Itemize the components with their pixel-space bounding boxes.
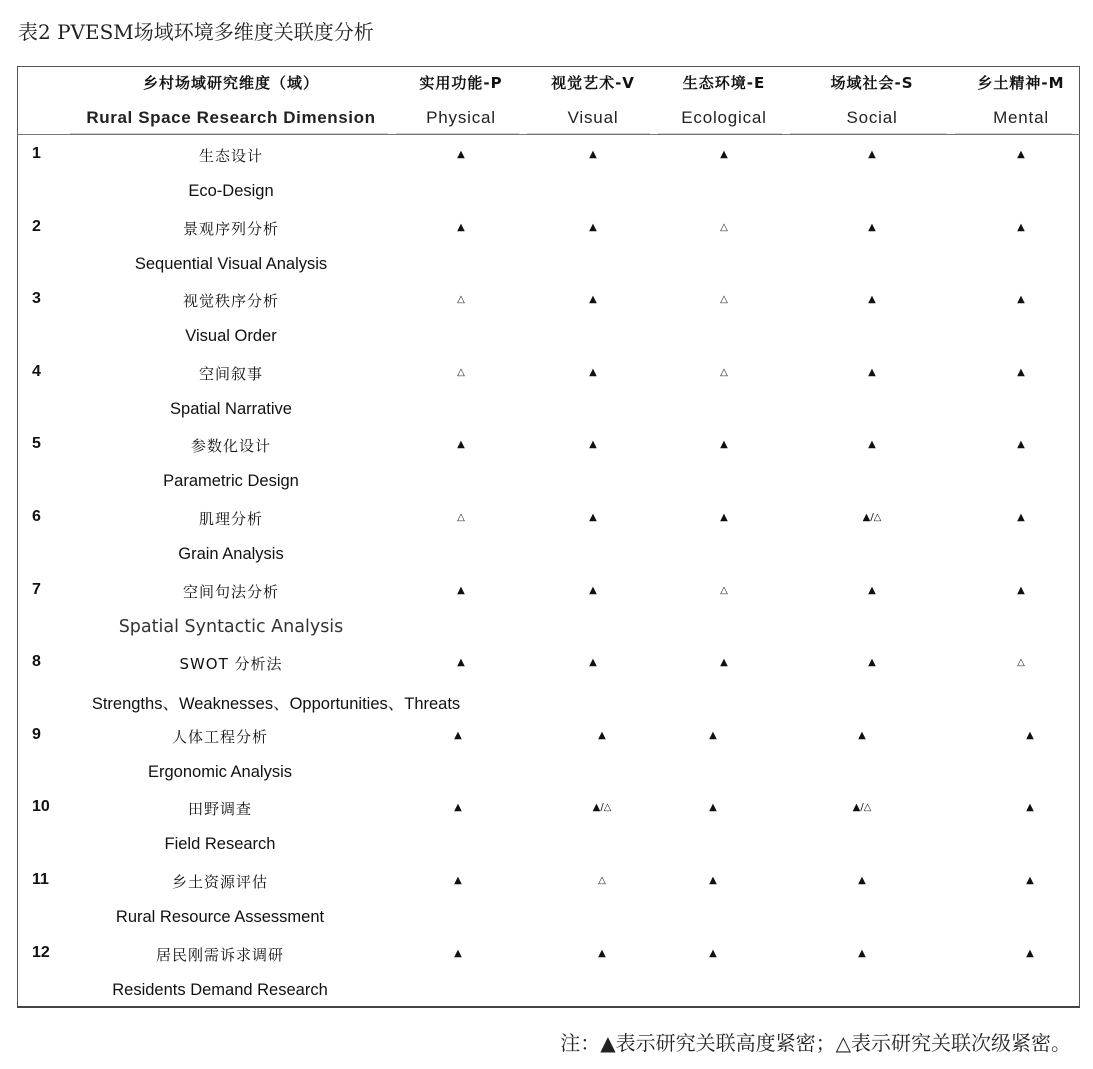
high-relevance-mark: ▲: [1026, 730, 1034, 741]
high-relevance-mark: ▲: [589, 294, 597, 305]
row-number: 7: [32, 581, 41, 598]
high-relevance-mark: ▲: [457, 585, 465, 596]
method-name-en: Visual Order: [185, 327, 277, 345]
method-name-en: Ergonomic Analysis: [148, 763, 292, 781]
column-header-cn: 实用功能-P: [419, 74, 503, 92]
column-header-cn: 生态环境-E: [682, 74, 766, 92]
mixed-relevance-mark: ▲/△: [592, 802, 612, 813]
method-name-cn: 生态设计: [198, 147, 264, 165]
method-name-cn: 人体工程分析: [171, 728, 269, 746]
high-relevance-mark: ▲: [1026, 948, 1034, 959]
high-relevance-mark: ▲: [868, 585, 876, 596]
high-relevance-mark: ▲: [589, 222, 597, 233]
high-relevance-mark: ▲: [720, 657, 728, 668]
column-header-en: Social: [846, 108, 898, 127]
header-underline: [955, 133, 1072, 134]
high-relevance-mark: ▲: [709, 802, 717, 813]
high-relevance-mark: ▲: [589, 512, 597, 523]
mixed-relevance-mark: ▲/△: [852, 802, 872, 813]
high-relevance-mark: ▲: [1017, 222, 1025, 233]
high-relevance-mark: ▲: [868, 294, 876, 305]
secondary-relevance-mark: △: [1017, 657, 1025, 668]
method-name-cn: 田野调查: [187, 800, 253, 818]
method-name-cn: 景观序列分析: [182, 220, 280, 238]
high-relevance-mark: ▲: [1026, 875, 1034, 886]
column-header-en: Physical: [426, 108, 496, 127]
secondary-relevance-mark: △: [720, 294, 728, 305]
secondary-relevance-mark: △: [457, 512, 465, 523]
high-relevance-mark: ▲: [858, 948, 866, 959]
secondary-relevance-mark: △: [598, 875, 606, 886]
header-underline: [527, 133, 650, 134]
high-relevance-mark: ▲: [1017, 149, 1025, 160]
secondary-relevance-mark: △: [720, 367, 728, 378]
method-name-en: Strengths、Weaknesses、Opportunities、Threats: [91, 695, 461, 713]
high-relevance-mark: ▲: [709, 948, 717, 959]
column-header-en: Ecological: [681, 108, 767, 127]
high-relevance-mark: ▲: [598, 948, 606, 959]
high-relevance-mark: ▲: [868, 439, 876, 450]
header-underline: [658, 133, 782, 134]
high-relevance-mark: ▲: [868, 367, 876, 378]
method-name-cn: SWOT 分析法: [179, 655, 283, 673]
high-relevance-mark: ▲: [589, 585, 597, 596]
header-divider: [17, 134, 1080, 135]
analysis-table: [17, 66, 1080, 1008]
row-number: 6: [32, 508, 41, 525]
high-relevance-mark: ▲: [589, 439, 597, 450]
method-name-cn: 空间叙事: [198, 365, 264, 383]
method-name-en: Parametric Design: [163, 472, 299, 490]
method-name-en: Grain Analysis: [178, 545, 284, 563]
header-underline: [396, 133, 519, 134]
high-relevance-mark: ▲: [457, 222, 465, 233]
high-relevance-mark: ▲: [589, 367, 597, 378]
high-relevance-mark: ▲: [589, 149, 597, 160]
method-name-en: Field Research: [164, 835, 276, 853]
high-relevance-mark: ▲: [720, 149, 728, 160]
high-relevance-mark: ▲: [858, 730, 866, 741]
method-name-en: Sequential Visual Analysis: [134, 255, 328, 273]
high-relevance-mark: ▲: [1017, 294, 1025, 305]
secondary-relevance-mark: △: [457, 367, 465, 378]
high-relevance-mark: ▲: [589, 657, 597, 668]
high-relevance-mark: ▲: [1017, 439, 1025, 450]
high-relevance-mark: ▲: [709, 730, 717, 741]
method-name-en: Spatial Syntactic Analysis: [118, 617, 344, 637]
high-relevance-mark: ▲: [858, 875, 866, 886]
column-header-en: Mental: [993, 108, 1049, 127]
row-number: 12: [32, 944, 50, 961]
high-relevance-mark: ▲: [720, 439, 728, 450]
high-relevance-mark: ▲: [454, 730, 462, 741]
method-name-en: Rural Resource Assessment: [115, 908, 325, 926]
row-number: 3: [32, 290, 41, 307]
column-header-en: Visual: [567, 108, 619, 127]
method-name-cn: 空间句法分析: [182, 583, 280, 601]
method-name-cn: 视觉秩序分析: [182, 292, 280, 310]
table-footnote: 注：▲表示研究关联高度紧密；△表示研究关联次级紧密。: [560, 1031, 1071, 1055]
row-number: 1: [32, 145, 41, 162]
dimension-header-cn: 乡村场域研究维度（域）: [142, 74, 320, 92]
method-name-cn: 居民刚需诉求调研: [155, 946, 285, 964]
method-name-cn: 肌理分析: [198, 510, 264, 528]
high-relevance-mark: ▲: [454, 948, 462, 959]
row-number: 4: [32, 363, 41, 380]
high-relevance-mark: ▲: [457, 657, 465, 668]
high-relevance-mark: ▲: [868, 149, 876, 160]
column-header-cn: 乡土精神-M: [977, 74, 1065, 92]
method-name-cn: 乡土资源评估: [171, 873, 269, 891]
high-relevance-mark: ▲: [868, 657, 876, 668]
table-caption: 表2 PVESM场域环境多维度关联度分析: [18, 20, 374, 44]
dimension-header-en: Rural Space Research Dimension: [86, 108, 376, 127]
row-number: 5: [32, 435, 41, 452]
high-relevance-mark: ▲: [457, 439, 465, 450]
row-number: 9: [32, 726, 41, 743]
secondary-relevance-mark: △: [457, 294, 465, 305]
header-underline: [790, 133, 947, 134]
high-relevance-mark: ▲: [598, 730, 606, 741]
column-header-cn: 场域社会-S: [830, 74, 914, 92]
secondary-relevance-mark: △: [720, 222, 728, 233]
high-relevance-mark: ▲: [1026, 802, 1034, 813]
row-number: 2: [32, 218, 41, 235]
high-relevance-mark: ▲: [454, 875, 462, 886]
high-relevance-mark: ▲: [1017, 512, 1025, 523]
method-name-en: Spatial Narrative: [170, 400, 292, 418]
high-relevance-mark: ▲: [868, 222, 876, 233]
row-number: 11: [32, 871, 49, 888]
secondary-relevance-mark: △: [720, 585, 728, 596]
high-relevance-mark: ▲: [709, 875, 717, 886]
mixed-relevance-mark: ▲/△: [862, 512, 882, 523]
high-relevance-mark: ▲: [1017, 585, 1025, 596]
high-relevance-mark: ▲: [1017, 367, 1025, 378]
row-number: 10: [32, 798, 50, 815]
high-relevance-mark: ▲: [454, 802, 462, 813]
high-relevance-mark: ▲: [720, 512, 728, 523]
header-underline: [70, 133, 388, 134]
row-number: 8: [32, 653, 41, 670]
method-name-en: Residents Demand Research: [112, 981, 328, 999]
column-header-cn: 视觉艺术-V: [551, 74, 635, 92]
method-name-en: Eco-Design: [188, 182, 274, 200]
method-name-cn: 参数化设计: [190, 437, 272, 455]
high-relevance-mark: ▲: [457, 149, 465, 160]
